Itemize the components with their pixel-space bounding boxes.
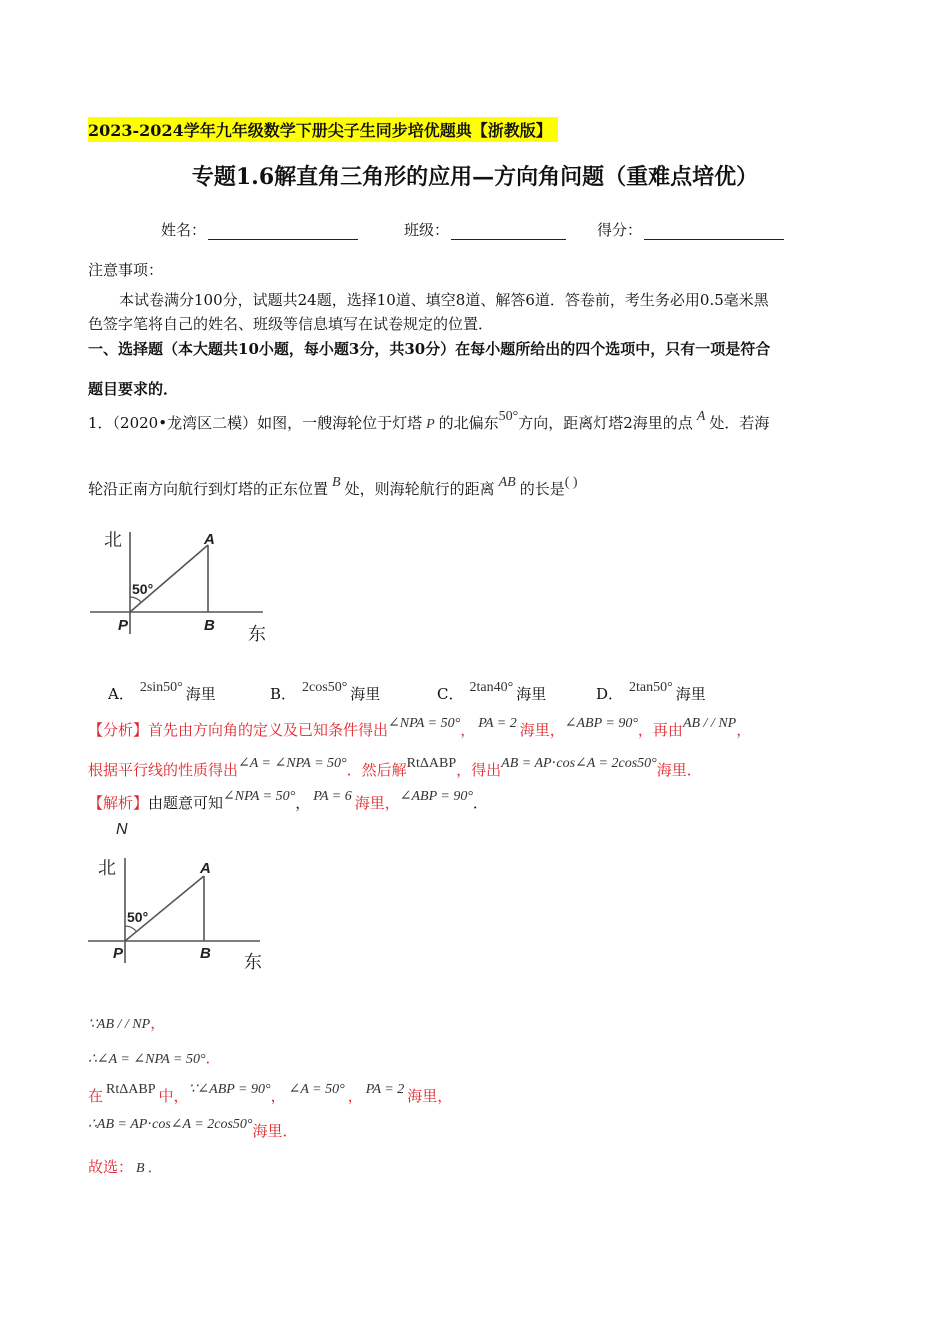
math-angle: 50° [498,409,519,424]
analysis-text: ，得出 [456,761,502,779]
angle-label: 50° [127,909,149,925]
point-B-label: B [200,945,211,962]
solution-text: ． [472,794,488,812]
final-answer [88,1156,163,1177]
point-P-label: P [113,945,124,962]
option-letter: B． [270,685,297,703]
option-a[interactable] [108,680,216,704]
math-expr: PA = 6 [313,789,352,804]
math-expr: ∴AB = AP⋅cos∠A = 2cos50° [88,1117,253,1132]
solution-text: 海里， [407,1087,453,1105]
solution-text: ， [150,1014,166,1032]
solution-step-1 [88,1012,165,1033]
question-text: 处．若海 [709,414,770,432]
solution-text: 海里． [252,1122,298,1140]
analysis-text: 海里． [656,761,702,779]
math-expr: ∠NPA = 50° [223,789,296,804]
question-text: 方向，距离灯塔2海里的点 [518,414,693,432]
math-expr: ∠A = 50° [288,1082,345,1097]
analysis-text: ， [736,721,752,739]
math-expr: RtΔABP [106,1082,156,1097]
option-unit: 海里 [675,685,706,703]
answer-end: ． [147,1158,163,1176]
math-A: A [696,409,706,424]
option-expr: 2sin50° [139,680,183,695]
option-b[interactable] [270,680,381,704]
solution-text: 在 [88,1087,104,1105]
point-B-label: B [204,617,215,634]
class-field [404,219,566,240]
solution-figure [84,818,284,978]
option-letter: D． [596,685,624,703]
notice-line-1: 本试卷满分100分，试题共24题，选择10道、填空8道、解答6道．答卷前，考生务必用0.5毫米黑 [119,291,769,309]
math-expr: ∠ABP = 90° [564,716,638,731]
math-expr: AB / / NP [682,716,737,731]
math-expr: ∠A = ∠NPA = 50° [238,756,347,771]
notice-line-2: 色签字笔将自己的姓名、班级等信息填写在试卷规定的位置． [88,315,494,333]
option-c[interactable] [437,680,547,704]
option-unit: 海里 [516,685,547,703]
option-letter: C． [437,685,464,703]
north-label: 北 [104,530,122,550]
math-expr: RtΔABP [406,756,457,771]
solution-text: 海里， [354,794,400,812]
point-A-label: A [200,860,211,877]
solution-step-2 [88,1047,221,1068]
math-expr: ∴∠A = ∠NPA = 50° [88,1052,206,1067]
analysis-text: 首先由方向角的定义及已知条件得出 [148,721,389,739]
math-expr: ∠NPA = 50° [388,716,461,731]
math-expr: ∵∠ABP = 90° [188,1082,271,1097]
answer-label: 故选： [88,1158,134,1176]
answer-value: B [136,1161,145,1176]
point-P-label: P [118,617,129,634]
question-1-line-1 [88,409,770,433]
name-blank [208,224,358,240]
option-unit: 海里 [185,685,216,703]
score-blank [644,224,784,240]
question-1-line-2 [88,475,578,499]
analysis-text: ，再由 [637,721,683,739]
page-title: 专题1.6解直角三角形的应用—方向角问题（重难点培优） [191,164,759,190]
option-expr: 2cos50° [302,680,348,695]
section-heading-line-1: 一、选择题（本大题共10小题，每小题3分，共30分）在每小题所给出的四个选项中，只有一项是符合 [88,340,771,358]
class-label: 班级： [404,221,450,239]
solution-tag: 【解析】 [88,794,149,812]
math-expr: ∠ABP = 90° [399,789,473,804]
solution-step-3 [88,1082,453,1106]
analysis-line-1 [88,716,752,740]
angle-arc [125,926,136,931]
score-field [597,219,784,240]
solution-line-1 [88,789,488,813]
point-N-label: N [116,821,128,838]
answer-parentheses: ( ) [564,475,578,490]
option-d[interactable] [596,680,706,704]
question-text: 处，则海轮航行的距离 [344,480,495,498]
analysis-text: 根据平行线的性质得出 [88,761,239,779]
angle-arc [130,597,141,602]
east-label: 东 [248,624,266,644]
name-field [161,219,358,240]
math-B: B [332,475,341,490]
solution-text: ， [347,1087,363,1105]
analysis-line-2 [88,756,702,780]
solution-text: 中， [158,1087,189,1105]
angle-label: 50° [132,581,154,597]
option-unit: 海里 [350,685,381,703]
analysis-tag: 【分析】 [88,721,149,739]
class-blank [451,224,566,240]
north-label: 北 [98,858,116,878]
option-letter: A． [108,685,134,703]
option-expr: 2tan50° [629,680,673,695]
solution-step-4 [88,1117,298,1141]
series-banner: 2023-2024学年九年级数学下册尖子生同步培优题典【浙教版】 [88,117,558,142]
segment-PA [130,545,208,612]
point-A-label: A [204,531,215,548]
option-expr: 2tan40° [469,680,514,695]
solution-text: 由题意可知 [148,794,224,812]
score-label: 得分： [597,221,643,239]
analysis-text: 海里， [519,721,565,739]
math-expr: PA = 2 [365,1082,405,1097]
east-label: 东 [244,952,262,972]
solution-text: ， [295,794,311,812]
math-expr: PA = 2 [478,716,517,731]
math-expr: AB = AP⋅cos∠A = 2cos50° [501,756,657,771]
solution-text: ． [205,1049,221,1067]
question-text: 轮沿正南方向航行到灯塔的正东位置 [88,480,329,498]
section-heading-line-2: 题目要求的． [88,380,179,398]
math-P: P [426,417,435,432]
question-text: 的北偏东 [438,414,499,432]
analysis-text: ， [460,721,476,739]
question-number: 1． [88,414,113,432]
question-text: （2020•龙湾区二模）如图，一艘海轮位于灯塔 [112,414,423,432]
math-expr: ∵AB / / NP [88,1017,151,1032]
solution-text: ， [270,1087,286,1105]
question-figure [88,522,278,647]
notice-heading: 注意事项： [88,261,164,279]
math-AB: AB [498,475,516,490]
question-text: 的长是 [519,480,565,498]
analysis-text: ．然后解 [346,761,407,779]
name-label: 姓名： [161,221,207,239]
